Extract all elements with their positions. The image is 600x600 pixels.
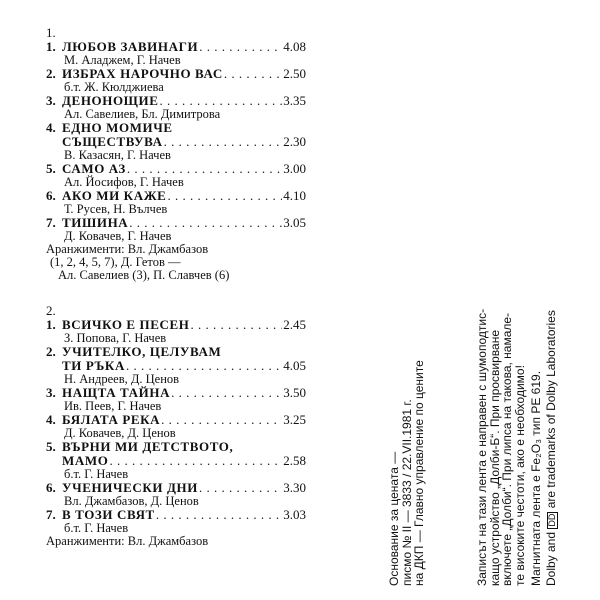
track-duration: 3.00 [283,161,306,176]
leader-dots [109,454,282,468]
side-b-tracklist [46,318,306,535]
tech-note-line: Записът на тази лента е направен с шумоподтис- [475,308,489,586]
track-title-line [46,386,306,400]
track-number: 4. [46,120,56,135]
track-title-continued: МАМО [62,453,109,468]
leader-dots [164,135,283,149]
track-authors: Вл. Джамбазов, Д. Ценов [64,494,199,508]
track-title-line-2 [46,135,306,149]
track-item [46,508,306,535]
leader-dots [199,40,282,54]
track-number: 2. [46,66,56,81]
track-title: АКО МИ КАЖЕ [62,188,167,203]
dolby-text-cont: are trademarks of Dolby Laboratories [543,310,558,509]
track-number: 5. [46,161,56,176]
track-item [46,121,306,162]
track-title: ВСИЧКО Е ПЕСЕН [62,317,190,332]
track-item [46,481,306,508]
track-item [46,216,306,243]
track-item [46,189,306,216]
track-duration: 3.30 [283,480,306,495]
track-duration: 3.03 [283,507,306,522]
track-title: ИЗБРАХ НАРОЧНО ВАС [62,66,223,81]
track-number: 1. [46,39,56,54]
track-title-line [46,508,306,522]
tracklist-column [46,26,306,548]
track-authors: б.т. Г. Начев [64,521,129,535]
side-a-arrangements: Аранжименти: Вл. Джамбазов [46,242,209,256]
track-authors: Ал. Йосифов, Г. Начев [64,175,184,189]
track-item [46,386,306,413]
track-title-line [46,318,306,332]
dolby-trademark-line [545,309,558,586]
track-authors: б.т. Ж. Кюлджиева [64,80,164,94]
track-title-line [46,94,306,108]
track-title-line [46,481,306,495]
track-title-line [46,345,306,359]
track-title-line [46,67,306,81]
leader-dots [161,413,282,427]
track-item [46,413,306,440]
spacer [46,282,306,304]
track-title: УЧИТЕЛКО, ЦЕЛУВАМ [62,344,222,359]
track-title-line [46,440,306,454]
price-note-line: на ДКП — Главно управление по цените [412,360,426,586]
track-title: ДЕНОНОЩИЕ [62,93,159,108]
tech-note-line: кащо устройство „Долби-Б“. При просвирване [487,329,502,586]
track-title: ТИШИНА [62,215,129,230]
track-number: 6. [46,188,56,203]
track-item [46,345,306,386]
price-note-line: Основание за цената — [387,451,401,586]
price-note [388,360,426,586]
side-a-arrangements-cont2: Ал. Савелиев (3), П. Славчев (6) [58,268,230,282]
track-number: 7. [46,215,56,230]
track-authors: Ив. Пеев, Г. Начев [64,399,162,413]
track-duration: 4.05 [283,358,306,373]
track-title: ВЪРНИ МИ ДЕТСТВОТО, [62,439,234,454]
track-duration: 2.45 [283,317,306,332]
track-title-line [46,189,306,203]
track-authors: Д. Ковачев, Г. Начев [64,229,172,243]
track-item [46,94,306,121]
track-number: 4. [46,412,56,427]
track-title-continued: СЪЩЕСТВУВА [62,134,163,149]
track-item [46,40,306,67]
track-duration: 2.50 [283,66,306,81]
track-duration: 3.05 [283,215,306,230]
leader-dots [129,216,282,230]
track-title-line-2 [46,359,306,373]
track-number: 3. [46,385,56,400]
track-duration: 3.50 [283,385,306,400]
track-number: 2. [46,344,56,359]
leader-dots [160,94,283,108]
track-number: 1. [46,317,56,332]
dolby-logo-icon: DD [546,513,557,527]
track-title: ЛЮБОВ ЗАВИНАГИ [62,39,199,54]
track-authors: Д. Ковачев, Д. Ценов [64,426,176,440]
technical-note [476,309,558,586]
track-authors: В. Казасян, Г. Начев [64,148,171,162]
track-title: УЧЕНИЧЕСКИ ДНИ [62,480,198,495]
track-authors: б.т. Г. Начев [64,467,129,481]
track-item [46,318,306,345]
leader-dots [167,189,282,203]
track-title-line [46,413,306,427]
leader-dots [127,162,282,176]
track-number: 6. [46,480,56,495]
price-note-line: писмо № II — 3833 / 22.VII.1981 г. [399,399,414,586]
track-duration: 4.08 [283,39,306,54]
side-a-label: 1. [46,25,56,40]
track-title-line [46,40,306,54]
track-title: В ТОЗИ СВЯТ [62,507,155,522]
leader-dots [171,386,282,400]
leader-dots [199,481,282,495]
side-b-label: 2. [46,303,56,318]
track-duration: 3.35 [283,93,306,108]
track-title: САМО АЗ [62,161,126,176]
track-authors: Ал. Савелиев, Бл. Димитрова [64,107,221,121]
side-a-tracklist [46,40,306,243]
track-duration: 2.58 [283,453,306,468]
leader-dots [224,67,282,81]
track-title: НАЩТА ТАЙНА [62,385,171,400]
side-a-arrangements-cont: (1, 2, 4, 5, 7), Д. Гетов — [50,255,181,269]
track-title-line-2 [46,454,306,468]
track-number: 5. [46,439,56,454]
track-item [46,440,306,481]
track-title-continued: ТИ РЪКА [62,358,125,373]
side-b-arrangements: Аранжименти: Вл. Джамбазов [46,534,209,548]
track-title-line [46,216,306,230]
track-title-line [46,121,306,135]
track-authors: Т. Русев, Н. Вълчев [64,202,168,216]
tech-note-line: включете „Долби“. При липса на такова, намале- [500,312,514,586]
tech-note-line: Магнитната лента е Fe₂O₃ тип PE 619. [529,370,543,586]
leader-dots [156,508,282,522]
track-duration: 3.25 [283,412,306,427]
leader-dots [126,359,282,373]
track-item [46,162,306,189]
track-item [46,67,306,94]
track-number: 3. [46,93,56,108]
track-duration: 4.10 [283,188,306,203]
track-duration: 2.30 [283,134,306,149]
tech-note-line: те високите честоти, ако е необходимо! [512,365,527,586]
track-authors: М. Аладжем, Г. Начев [64,53,181,67]
track-authors: З. Попова, Г. Начев [64,331,167,345]
track-title: ЕДНО МОМИЧЕ [62,120,173,135]
track-number: 7. [46,507,56,522]
dolby-text: Dolby and [543,531,558,586]
leader-dots [190,318,282,332]
track-authors: Н. Андреев, Д. Ценов [64,372,180,386]
track-title-line [46,162,306,176]
track-title: БЯЛАТА РЕКА [62,412,161,427]
